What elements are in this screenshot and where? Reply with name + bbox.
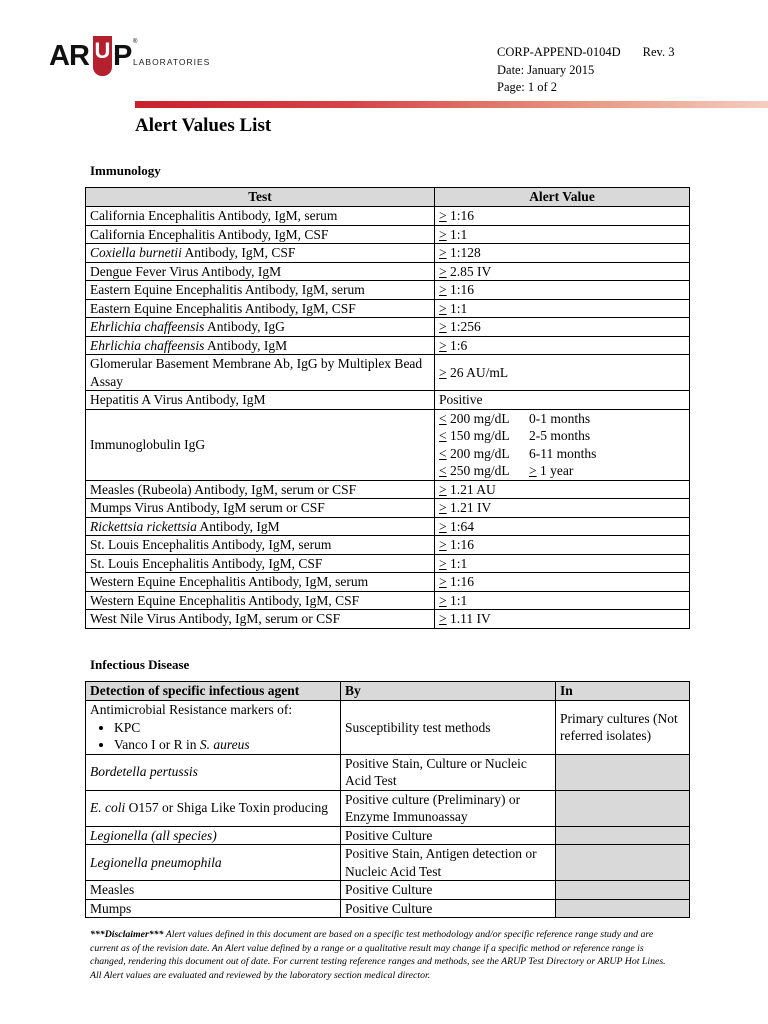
document-info xyxy=(497,44,674,97)
alert-value-cell: Positive xyxy=(435,391,690,410)
alert-value-cell xyxy=(435,409,690,480)
alert-value-cell: > 1:128 xyxy=(435,244,690,263)
alert-value-cell: > 1:16 xyxy=(435,573,690,592)
alert-value-cell: > 1:256 xyxy=(435,318,690,337)
table-row xyxy=(86,790,690,826)
by-cell: Positive Culture xyxy=(341,899,556,918)
in-cell xyxy=(556,845,690,881)
table-row xyxy=(86,701,690,755)
test-cell: Rickettsia rickettsia Antibody, IgM xyxy=(86,517,435,536)
col-alert-value: Alert Value xyxy=(435,188,690,207)
table-row xyxy=(86,517,690,536)
table-row xyxy=(86,299,690,318)
igg-line: < 150 mg/dL 2-5 months xyxy=(439,428,591,443)
test-cell: Hepatitis A Virus Antibody, IgM xyxy=(86,391,435,410)
table-row xyxy=(86,845,690,881)
table-header-row xyxy=(86,682,690,701)
test-cell: Mumps Virus Antibody, IgM serum or CSF xyxy=(86,499,435,518)
table-row xyxy=(86,554,690,573)
infectious-disease-heading: Infectious Disease xyxy=(90,657,190,672)
igg-line: < 200 mg/dL 0-1 months xyxy=(439,410,591,426)
alert-value-cell: > 1:1 xyxy=(435,299,690,318)
logo-laboratories: LABORATORIES xyxy=(133,57,211,67)
table-row xyxy=(86,881,690,900)
immunology-heading: Immunology xyxy=(90,163,161,178)
test-cell: Eastern Equine Encephalitis Antibody, IgM, CSF xyxy=(86,299,435,318)
in-cell xyxy=(556,899,690,918)
test-cell: California Encephalitis Antibody, IgM, serum xyxy=(86,207,435,226)
in-cell: Primary cultures (Not referred isolates) xyxy=(556,701,690,755)
in-cell xyxy=(556,754,690,790)
test-cell: Immunoglobulin IgG xyxy=(86,409,435,480)
alert-value-cell: > 1.21 IV xyxy=(435,499,690,518)
table-row xyxy=(86,336,690,355)
table-row xyxy=(86,281,690,300)
alert-value-cell: > 1:64 xyxy=(435,517,690,536)
by-cell: Susceptibility test methods xyxy=(341,701,556,755)
alert-value-cell: > 1:1 xyxy=(435,225,690,244)
agent-cell: Legionella pneumophila xyxy=(86,845,341,881)
agent-cell: E. coli O157 or Shiga Like Toxin producing xyxy=(86,790,341,826)
alert-value-cell: > 1.11 IV xyxy=(435,610,690,629)
test-cell: Eastern Equine Encephalitis Antibody, IgM, serum xyxy=(86,281,435,300)
doc-date: Date: January 2015 xyxy=(497,62,595,77)
table-row xyxy=(86,826,690,845)
test-cell: Western Equine Encephalitis Antibody, IgM, CSF xyxy=(86,591,435,610)
immunology-table xyxy=(85,187,690,629)
alert-value-cell: > 1:1 xyxy=(435,554,690,573)
test-cell: Western Equine Encephalitis Antibody, IgM, serum xyxy=(86,573,435,592)
alert-value-cell: > 26 AU/mL xyxy=(435,355,690,391)
table-row xyxy=(86,391,690,410)
test-cell: St. Louis Encephalitis Antibody, IgM, CSF xyxy=(86,554,435,573)
header-accent-bar xyxy=(135,101,768,108)
logo-text-p: P xyxy=(113,40,132,72)
by-cell: Positive Culture xyxy=(341,881,556,900)
igg-line: < 200 mg/dL 6-11 months xyxy=(439,445,597,461)
logo-text-ar: AR xyxy=(49,40,89,72)
test-cell: Ehrlichia chaffeensis Antibody, IgM xyxy=(86,336,435,355)
disclaimer: ***Disclaimer*** Alert values defined in this document are based on a specific test methodology and/or specific reference range study and are current as of the revision date. An Alert value defined by a range or a qualitative result may change if a specific method or reference range is changed, rendering this document out of date. For current testing reference ranges and methods, see the ARUP Test Directory or ARUP Hot Lines. All Alert values are evaluated and reviewed by the laboratory section medical director. xyxy=(90,929,666,981)
agent-cell: Legionella (all species) xyxy=(86,826,341,845)
table-row xyxy=(86,244,690,263)
table-row xyxy=(86,225,690,244)
alert-value-cell: > 1:1 xyxy=(435,591,690,610)
registered-mark: ® xyxy=(133,39,138,45)
test-cell: Dengue Fever Virus Antibody, IgM xyxy=(86,262,435,281)
table-row xyxy=(86,899,690,918)
col-agent: Detection of specific infectious agent xyxy=(86,682,341,701)
table-row xyxy=(86,754,690,790)
test-cell: Glomerular Basement Membrane Ab, IgG by Multiplex Bead Assay xyxy=(86,355,435,391)
by-cell: Positive Stain, Culture or Nucleic Acid Test xyxy=(341,754,556,790)
table-header-row xyxy=(86,188,690,207)
infectious-disease-table xyxy=(85,681,690,918)
table-row xyxy=(86,207,690,226)
agent-cell: Antimicrobial Resistance markers of: • KPC • Vanco I or R in S. aureus xyxy=(86,701,341,755)
col-test: Test xyxy=(86,188,435,207)
agent-cell: Bordetella pertussis xyxy=(86,754,341,790)
test-cell: Coxiella burnetii Antibody, IgM, CSF xyxy=(86,244,435,263)
table-row xyxy=(86,318,690,337)
table-row xyxy=(86,536,690,555)
by-cell: Positive Stain, Antigen detection or Nucleic Acid Test xyxy=(341,845,556,881)
col-in: In xyxy=(556,682,690,701)
list-item: • KPC xyxy=(114,719,336,737)
test-cell: St. Louis Encephalitis Antibody, IgM, serum xyxy=(86,536,435,555)
by-cell: Positive culture (Preliminary) or Enzyme Immunoassay xyxy=(341,790,556,826)
in-cell xyxy=(556,826,690,845)
table-row xyxy=(86,591,690,610)
alert-value-cell: > 1.21 AU xyxy=(435,480,690,499)
alert-value-cell: > 1:16 xyxy=(435,281,690,300)
logo-u-mark: U xyxy=(93,36,112,76)
page-title: Alert Values List xyxy=(135,115,272,136)
test-cell: California Encephalitis Antibody, IgM, CSF xyxy=(86,225,435,244)
agent-cell: Mumps xyxy=(86,899,341,918)
igg-line: < 250 mg/dL > 1 year xyxy=(439,463,574,478)
test-cell: Ehrlichia chaffeensis Antibody, IgG xyxy=(86,318,435,337)
alert-value-cell: > 2.85 IV xyxy=(435,262,690,281)
alert-value-cell: > 1:16 xyxy=(435,207,690,226)
table-row xyxy=(86,480,690,499)
table-row xyxy=(86,499,690,518)
doc-page: Page: 1 of 2 xyxy=(497,80,558,94)
in-cell xyxy=(556,881,690,900)
table-row xyxy=(86,573,690,592)
test-cell: Measles (Rubeola) Antibody, IgM, serum or CSF xyxy=(86,480,435,499)
col-by: By xyxy=(341,682,556,701)
by-cell: Positive Culture xyxy=(341,826,556,845)
alert-value-cell: > 1:16 xyxy=(435,536,690,555)
table-row xyxy=(86,355,690,391)
arup-logo xyxy=(49,36,219,78)
in-cell xyxy=(556,790,690,826)
list-item: • Vanco I or R in S. aureus xyxy=(114,736,336,754)
table-row xyxy=(86,262,690,281)
doc-rev: Rev. 3 xyxy=(642,45,675,59)
agent-cell: Measles xyxy=(86,881,341,900)
doc-id: CORP-APPEND-0104D xyxy=(497,45,621,59)
table-row xyxy=(86,610,690,629)
alert-value-cell: > 1:6 xyxy=(435,336,690,355)
test-cell: West Nile Virus Antibody, IgM, serum or CSF xyxy=(86,610,435,629)
table-row xyxy=(86,409,690,480)
